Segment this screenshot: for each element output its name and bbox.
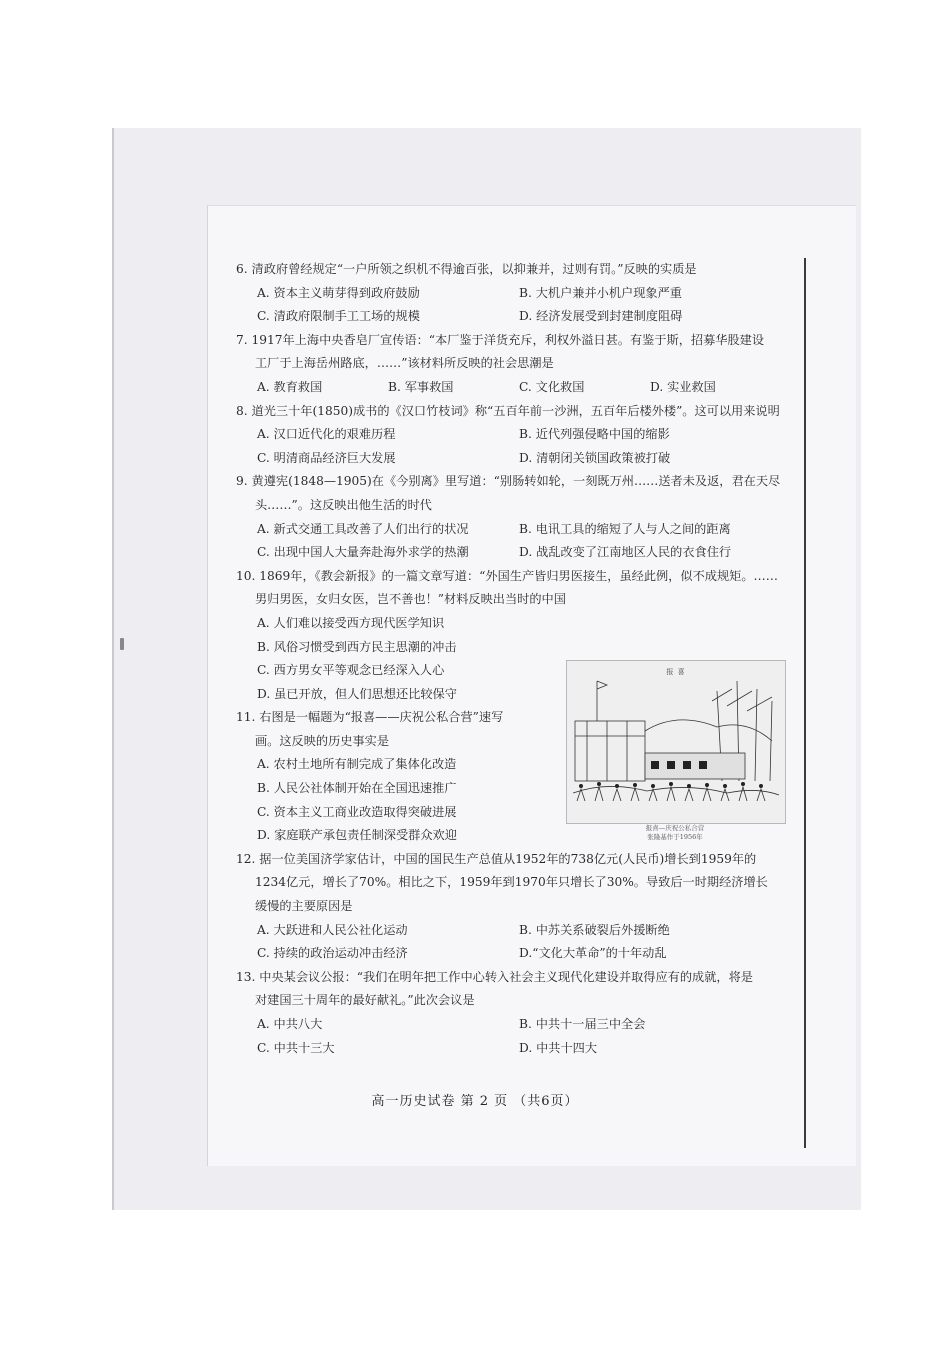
question-stem: 10. 1869年，《教会新报》的一篇文章写道：“外国生产皆归男医接生，虽经此例，似不成规矩。…… bbox=[236, 568, 778, 583]
option-b: B. 大机户兼并小机户现象严重 bbox=[519, 285, 682, 300]
option-row bbox=[236, 942, 781, 966]
option-c: C. 文化救国 bbox=[519, 379, 585, 394]
question-7 bbox=[236, 329, 781, 400]
question-13 bbox=[236, 966, 781, 1060]
option-a: A. 资本主义萌芽得到政府鼓励 bbox=[257, 285, 420, 300]
question-12 bbox=[236, 848, 781, 966]
option-b: B. 军事救国 bbox=[388, 379, 454, 394]
option-d: D. 虽已开放，但人们思想还比较保守 bbox=[257, 686, 457, 701]
question-stem-continued: 画。这反映的历史事实是 bbox=[255, 733, 390, 748]
option-a: A. 教育救国 bbox=[257, 379, 323, 394]
option-list bbox=[236, 753, 546, 847]
question-stem-continued-2: 缓慢的主要原因是 bbox=[255, 899, 353, 914]
question-6 bbox=[236, 258, 781, 329]
scan-speck bbox=[120, 638, 124, 650]
question-stem-continued: 1234亿元，增长了70%。相比之下，1959年到1970年只增长了30%。导致后一时期经济增长 bbox=[255, 875, 768, 890]
option-c: C. 资本主义工商业改造取得突破进展 bbox=[257, 804, 457, 819]
option-b: B. 中苏关系破裂后外援断绝 bbox=[519, 922, 670, 937]
option-c: C. 出现中国人大量奔赴海外求学的热潮 bbox=[257, 545, 469, 560]
option-b: B. 近代列强侵略中国的缩影 bbox=[519, 427, 670, 442]
question-stem: 7. 1917年上海中央香皂厂宣传语：“本厂鉴于洋货充斥，利权外溢日甚。有鉴于斯，招募华股建设 bbox=[236, 332, 765, 347]
option-row bbox=[236, 423, 781, 447]
option-d: D. 战乱改变了江南地区人民的衣食住行 bbox=[519, 545, 732, 560]
question-stem: 13. 中央某会议公报：“我们在明年把工作中心转入社会主义现代化建设并取得应有的成就，将是 bbox=[236, 969, 753, 984]
sketch-drawing bbox=[567, 661, 785, 823]
option-row bbox=[236, 919, 781, 943]
option-c: C. 西方男女平等观念已经深入人心 bbox=[257, 663, 445, 678]
sketch-illustration bbox=[566, 660, 786, 824]
option-d: D.“文化大革命”的十年动乱 bbox=[519, 946, 667, 961]
question-stem: 8. 道光三十年(1850)成书的《汉口竹枝词》称“五百年前一沙洲，五百年后楼外楼”。这可以用来说明 bbox=[236, 403, 780, 418]
option-d: D. 中共十四大 bbox=[519, 1040, 598, 1055]
option-d: D. 清朝闭关锁国政策被打破 bbox=[519, 450, 671, 465]
option-row bbox=[236, 282, 781, 306]
option-a: A. 农村土地所有制完成了集体化改造 bbox=[257, 757, 457, 772]
option-row bbox=[236, 1037, 781, 1061]
sketch-caption-line-1: 报喜—庆祝公私合营 bbox=[645, 824, 705, 832]
page-footer: 高一历史试卷 第 2 页 （共6页） bbox=[371, 1094, 579, 1109]
option-row bbox=[236, 541, 781, 565]
sketch-title: 报 喜 bbox=[666, 668, 686, 676]
question-stem-continued: 对建国三十周年的最好献礼。”此次会议是 bbox=[255, 993, 475, 1008]
option-c: C. 中共十三大 bbox=[257, 1040, 335, 1055]
option-row bbox=[236, 1013, 781, 1037]
option-b: B. 人民公社体制开始在全国迅速推广 bbox=[257, 781, 457, 796]
option-a: A. 人们难以接受西方现代医学知识 bbox=[257, 615, 445, 630]
option-d: D. 实业救国 bbox=[650, 379, 716, 394]
option-a: A. 大跃进和人民公社化运动 bbox=[257, 922, 408, 937]
question-stem: 11. 右图是一幅题为“报喜——庆祝公私合营”速写 bbox=[236, 710, 504, 725]
question-stem: 6. 清政府曾经规定“一户所领之织机不得逾百张，以抑兼并，过则有罚。”反映的实质是 bbox=[236, 262, 697, 276]
sketch-caption bbox=[566, 824, 784, 842]
option-d: D. 经济发展受到封建制度阻碍 bbox=[519, 309, 683, 324]
question-9 bbox=[236, 470, 781, 564]
option-c: C. 清政府限制手工工场的规模 bbox=[257, 309, 420, 324]
option-c: C. 明清商品经济巨大发展 bbox=[257, 450, 396, 465]
option-row bbox=[236, 376, 781, 400]
question-stem-continued: 头……”。这反映出他生活的时代 bbox=[255, 497, 432, 512]
option-d: D. 家庭联产承包责任制深受群众欢迎 bbox=[257, 828, 457, 843]
option-b: B. 风俗习惯受到西方民主思潮的冲击 bbox=[257, 639, 457, 654]
question-stem: 9. 黄遵宪(1848—1905)在《今别离》里写道：“别肠转如轮，一刻既万州……送者未及返，君在天尽 bbox=[236, 474, 781, 489]
option-a: A. 中共八大 bbox=[257, 1017, 323, 1031]
scan-left-edge bbox=[112, 128, 114, 1210]
option-row bbox=[236, 447, 781, 471]
sketch-caption-line-2: 张隆基作于1956年 bbox=[647, 833, 703, 841]
option-a: A. 汉口近代化的艰难历程 bbox=[257, 427, 396, 442]
question-stem-continued: 男归男医，女归女医，岂不善也！”材料反映出当时的中国 bbox=[255, 592, 566, 607]
option-b: B. 中共十一届三中全会 bbox=[519, 1017, 646, 1031]
option-row bbox=[236, 305, 781, 329]
question-stem: 12. 据一位美国济学家估计，中国的国民生产总值从1952年的738亿元(人民币)增长到1959年的 bbox=[236, 851, 757, 866]
option-c: C. 持续的政治运动冲击经济 bbox=[257, 946, 408, 961]
page-right-border-line bbox=[804, 258, 806, 1148]
question-8 bbox=[236, 400, 781, 471]
option-a: A. 新式交通工具改善了人们出行的状况 bbox=[257, 521, 469, 536]
question-stem-continued: 工厂于上海岳州路底，……”该材料所反映的社会思潮是 bbox=[255, 356, 554, 371]
option-b: B. 电讯工具的缩短了人与人之间的距离 bbox=[519, 521, 731, 536]
option-row bbox=[236, 518, 781, 542]
